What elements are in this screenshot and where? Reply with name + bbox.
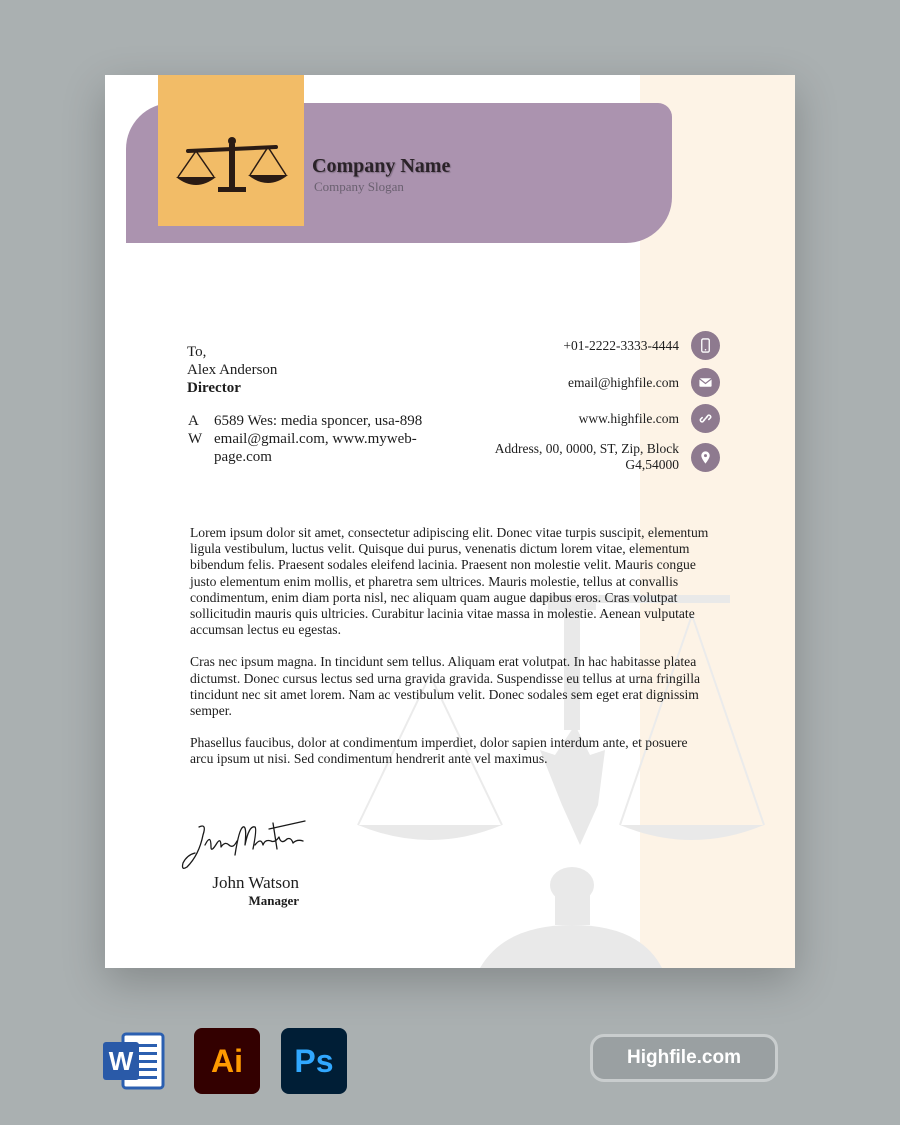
contact-email bbox=[568, 368, 720, 397]
website-text: www.highfile.com bbox=[578, 410, 679, 426]
web-value: email@gmail.com, www.myweb-page.com bbox=[214, 431, 417, 465]
signature-image bbox=[177, 815, 309, 875]
photoshop-label: Ps bbox=[294, 1042, 334, 1079]
signer-name: John Watson bbox=[212, 873, 299, 892]
web-key: W bbox=[188, 431, 203, 447]
recipient-title: Director bbox=[187, 380, 241, 396]
phone-text: +01-2222-3333-4444 bbox=[563, 337, 679, 353]
contact-address bbox=[469, 441, 720, 473]
letterhead-page bbox=[105, 75, 795, 968]
company-name: Company Name bbox=[312, 155, 451, 177]
greeting: To, bbox=[187, 344, 207, 360]
illustrator-label: Ai bbox=[211, 1042, 243, 1079]
body-paragraph-3: Phasellus faucibus, dolor at condimentum imperdiet, dolor sapien interdum ante, et posuere arcu ipsum ut nisi. Sed condimentum hendrerit ante vel maximus. bbox=[190, 735, 688, 767]
phone-icon bbox=[691, 331, 720, 360]
company-slogan: Company Slogan bbox=[314, 179, 404, 194]
word-icon[interactable] bbox=[101, 1028, 167, 1094]
recipient-block bbox=[187, 343, 277, 397]
body-paragraph-2: Cras nec ipsum magna. In tincidunt sem tellus. Aliquam erat volutpat. In hac habitasse platea dictumst. Donec cursus lectus sed urna gravida gravida. Suspendisse eu tellus at urna fringilla tincidunt nec sit amet lorem. Nam ac vestibulum velit. Donec sodales sem eget erat dignissim semper. bbox=[190, 654, 701, 719]
scales-of-justice-icon bbox=[174, 135, 290, 197]
email-text: email@highfile.com bbox=[567, 374, 679, 390]
location-icon bbox=[691, 443, 720, 472]
address-text: Address, 00, 0000, ST, Zip, Block G4,54000 bbox=[494, 441, 679, 472]
recipient-name: Alex Anderson bbox=[187, 362, 278, 378]
letter-body bbox=[190, 525, 710, 784]
contact-phone bbox=[563, 331, 720, 360]
highfile-brand-button[interactable]: Highfile.com bbox=[590, 1034, 778, 1082]
contact-website bbox=[579, 404, 720, 433]
recipient-address bbox=[188, 412, 448, 466]
address-value: 6589 Wes: media sponcer, usa-898 bbox=[214, 413, 423, 429]
mail-icon bbox=[691, 368, 720, 397]
signer-title: Manager bbox=[248, 893, 299, 908]
photoshop-icon[interactable] bbox=[281, 1028, 347, 1094]
word-label: W bbox=[108, 1045, 134, 1076]
illustrator-icon[interactable] bbox=[194, 1028, 260, 1094]
logo-box bbox=[158, 75, 304, 226]
link-icon bbox=[691, 404, 720, 433]
body-paragraph-1: Lorem ipsum dolor sit amet, consectetur adipiscing elit. Donec vitae turpis suscipit, elementum ligula vestibulum, luctus velit. Quisque dui purus, venenatis dictum lorem vitae, elementum bibendum felis. Praesent sodales eleifend lacinia. Praesent non molestie velit. Mauris congue justo elementum enim mollis, et pharetra sem ultrices. Mauris molestie, tellus at convallis condimentum, enim diam porta nisl, nec aliquam quam augue dapibus eros. Cras volutpat sollicitudin mauris quis ultricies. Curabitur lacinia vitae massa in molestie. Aenean vulputate accumsan lectus eu egestas. bbox=[190, 525, 709, 638]
address-key: A bbox=[188, 413, 199, 429]
